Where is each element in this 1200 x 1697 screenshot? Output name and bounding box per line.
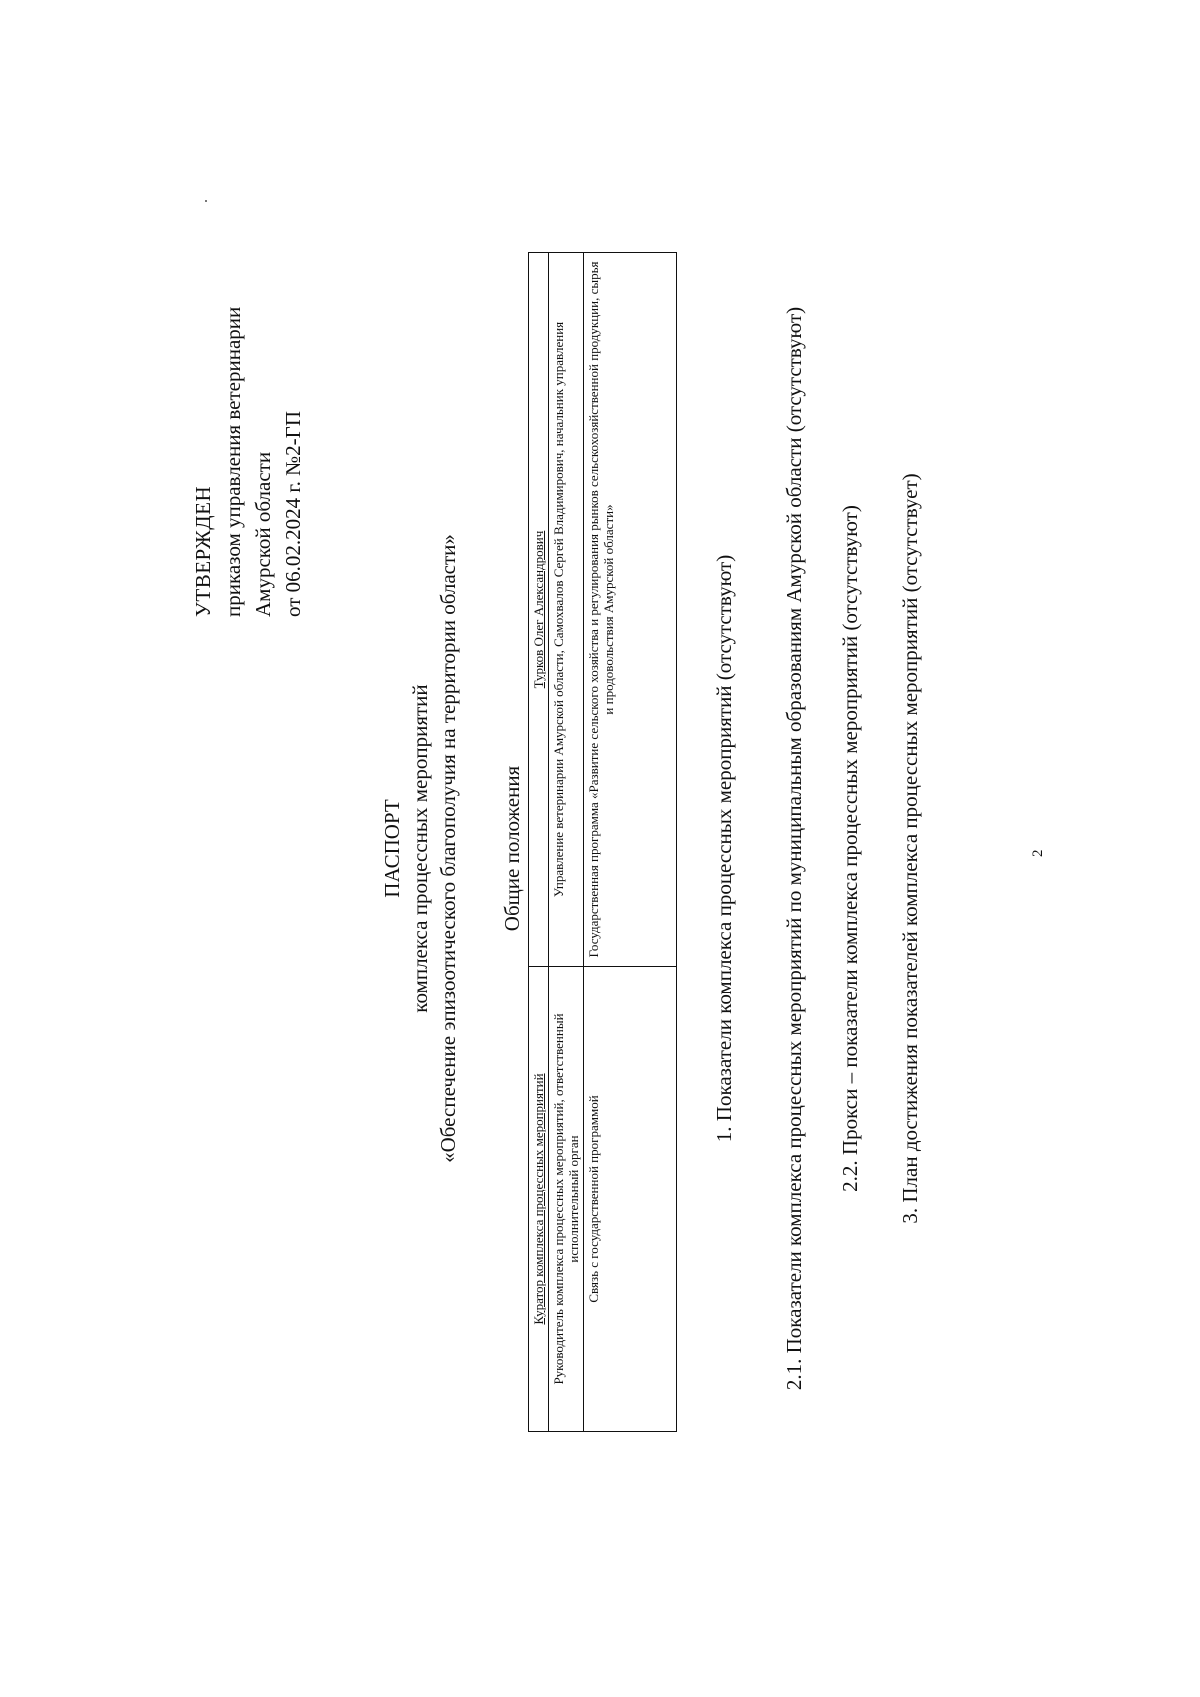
table-cell-value bbox=[549, 253, 584, 967]
section-2-2-proxy-indicators: 2.2. Прокси – показатели комплекса процессных мероприятий (отсутствуют) bbox=[838, 505, 862, 1192]
approval-line-3: от 06.02.2024 г. №2-ГП bbox=[281, 411, 305, 617]
document-title bbox=[378, 0, 462, 1697]
table-cell-label bbox=[549, 967, 584, 1432]
title-line-2: комплекса процессных мероприятий bbox=[408, 684, 432, 1013]
table-cell-value bbox=[584, 253, 677, 967]
curator-value: Турков Олег Александрович bbox=[531, 530, 546, 689]
program-label: Связь с государственной программой bbox=[586, 1095, 601, 1303]
program-value: Государственная программа «Развитие сельского хозяйства и регулирования рынков сельскохозяйственной продукции, сырья и продовольствия Амурской области» bbox=[586, 261, 616, 958]
approval-line-1: приказом управления ветеринарии bbox=[221, 306, 245, 617]
approval-stamp bbox=[188, 307, 308, 617]
approval-heading: УТВЕРЖДЕН bbox=[191, 485, 215, 617]
approval-line-2: Амурской области bbox=[251, 451, 275, 617]
table-row bbox=[584, 253, 677, 1432]
table-cell-label bbox=[529, 967, 549, 1432]
title-main: ПАСПОРТ bbox=[380, 799, 404, 898]
section-3-achievement-plan: 3. План достижения показателей комплекса процессных мероприятий (отсутствует) bbox=[898, 473, 922, 1224]
table-row bbox=[529, 253, 549, 1432]
head-value: Управление ветеринарии Амурской области, Самохвалов Сергей Владимирович, начальник управления bbox=[551, 321, 566, 898]
scan-speck bbox=[205, 200, 207, 202]
head-label: Руководитель комплекса процессных мероприятий, ответственный исполнительный орган bbox=[551, 1013, 581, 1385]
section-2-1-municipal-indicators: 2.1. Показатели комплекса процессных мероприятий по муниципальным образованиям Амурской области (отсутствуют) bbox=[782, 306, 806, 1391]
curator-label: Куратор комплекса процессных мероприятий bbox=[531, 1073, 546, 1325]
section-1-indicators: 1. Показатели комплекса процессных мероприятий (отсутствуют) bbox=[712, 554, 736, 1143]
table-cell-label bbox=[584, 967, 677, 1432]
title-line-3: «Обеспечение эпизоотического благополучия на территории области» bbox=[436, 534, 460, 1163]
page-number: 2 bbox=[1030, 849, 1046, 857]
general-provisions-table bbox=[528, 252, 677, 1432]
general-provisions-title: Общие положения bbox=[500, 765, 524, 932]
table-row bbox=[549, 253, 584, 1432]
table-cell-value bbox=[529, 253, 549, 967]
